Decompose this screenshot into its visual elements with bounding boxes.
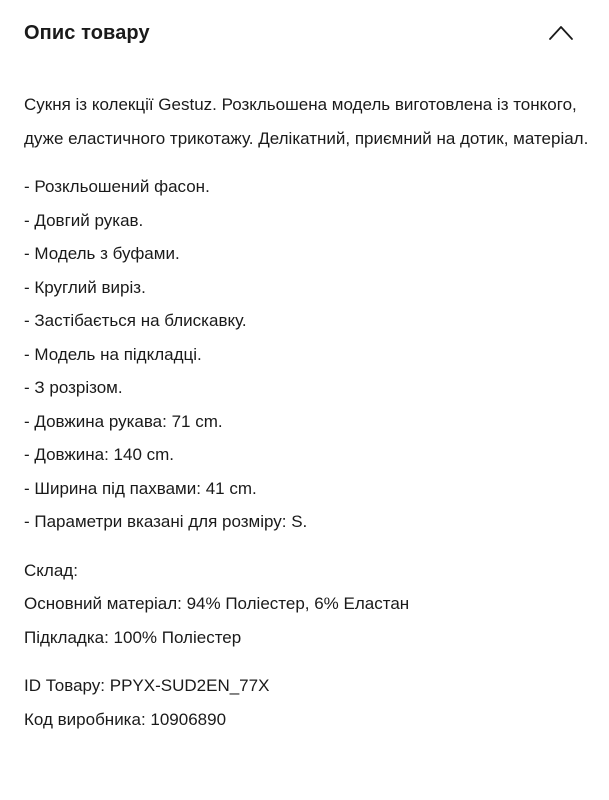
description-body [24,88,594,751]
description-intro: Сукня із колекції Gestuz. Розкльошена модель виготовлена із тонкого, дуже еластичного трикотажу. Делікатний, приємний на дотик, матеріал. [24,95,589,148]
manufacturer-code: Код виробника: 10906890 [24,709,227,729]
identifiers-block [24,669,594,736]
feature-item: - Модель з буфами. [24,244,180,263]
main-material: Основний матеріал: 94% Поліестер, 6% Еластан [24,594,410,613]
lining-material: Підкладка: 100% Поліестер [24,627,242,647]
feature-item: - Довжина: 140 cm. [24,445,175,464]
feature-item: - Розкльошений фасон. [24,177,210,196]
feature-item: - Застібається на блискавку. [24,311,247,330]
composition-block [24,554,594,655]
feature-item: - Довжина рукава: 71 cm. [24,411,223,431]
feature-item: - Модель на підкладці. [24,344,202,364]
feature-item: - Ширина під пахвами: 41 cm. [24,478,257,498]
product-id: ID Товару: PPYX-SUD2EN_77X [24,676,270,695]
description-accordion-header[interactable] [0,0,609,66]
composition-heading: Склад: [24,560,78,580]
section-title: Опис товару [24,22,150,44]
feature-item: - Довгий рукав. [24,210,144,230]
feature-item: - З розрізом. [24,378,123,397]
chevron-up-icon[interactable] [546,21,576,43]
feature-item: - Круглий виріз. [24,277,146,297]
feature-item: - Параметри вказані для розміру: S. [24,512,308,531]
feature-list [24,170,594,539]
